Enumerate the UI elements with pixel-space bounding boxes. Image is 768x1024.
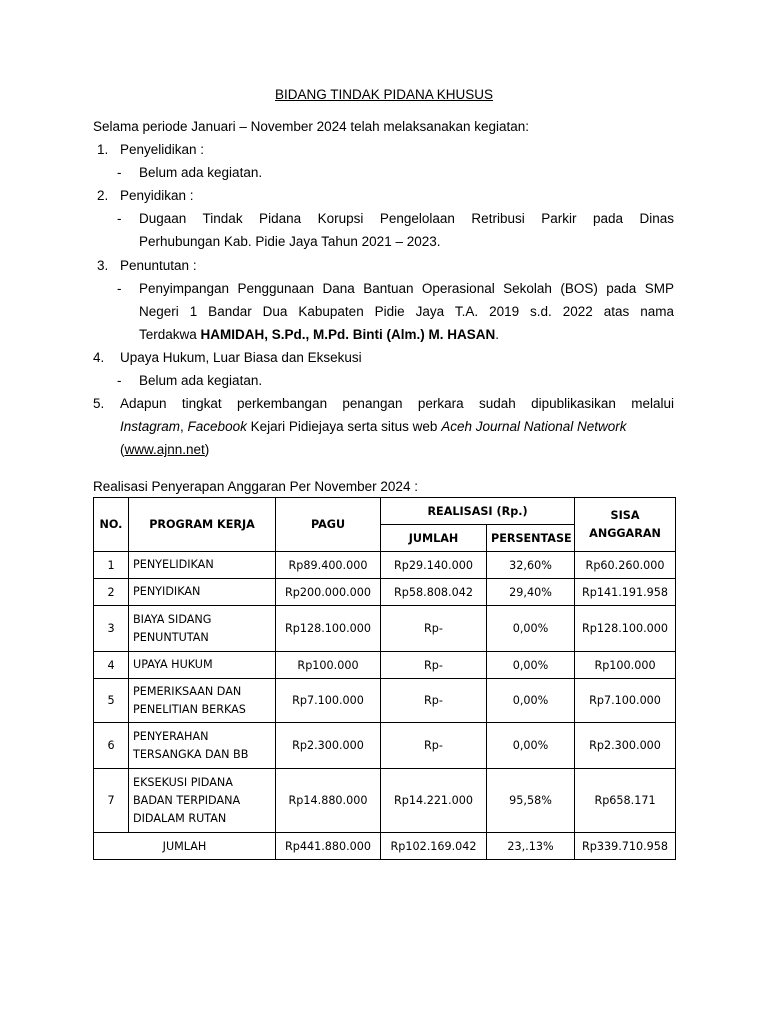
item-1-label: Penyelidikan : — [120, 142, 205, 157]
paren-close: ) — [204, 442, 210, 457]
header-persentase: PERSENTASE — [487, 525, 575, 552]
row-persentase: 29,40% — [487, 579, 575, 606]
row-sisa: Rp60.260.000 — [575, 552, 676, 579]
table-caption: Realisasi Penyerapan Anggaran Per November 2024 : — [93, 479, 418, 494]
item-2-label: Penyidikan : — [120, 188, 194, 203]
total-sisa: Rp339.710.958 — [575, 833, 676, 860]
table-row — [94, 579, 676, 606]
item-4-label: Upaya Hukum, Luar Biasa dan Eksekusi — [120, 350, 362, 365]
row-persentase: 32,60% — [487, 552, 575, 579]
item-3-sub-line-2: Negeri 1 Bandar Dua Kabupaten Pidie Jaya T.A. 2019 s.d. 2022 atas nama — [139, 304, 674, 319]
row-persentase: 0,00% — [487, 679, 575, 723]
document-title: BIDANG TINDAK PIDANA KHUSUS — [274, 87, 494, 102]
table-row — [94, 723, 676, 769]
row-program: BIAYA SIDANG PENUNTUTAN — [129, 606, 276, 652]
row-persentase: 0,00% — [487, 652, 575, 679]
row-sisa: Rp141.191.958 — [575, 579, 676, 606]
row-number: 7 — [94, 769, 129, 833]
item-3-number: 3. — [97, 258, 109, 273]
total-row — [94, 833, 676, 860]
row-jumlah: Rp14.221.000 — [381, 769, 487, 833]
row-number: 2 — [94, 579, 129, 606]
item-4-dash: - — [117, 373, 122, 388]
header-sisa: SISA ANGGARAN — [575, 498, 676, 552]
row-pagu: Rp200.000.000 — [276, 579, 381, 606]
item-1-number: 1. — [97, 142, 109, 157]
row-number: 1 — [94, 552, 129, 579]
row-number: 3 — [94, 606, 129, 652]
defendant-name: HAMIDAH, S.Pd., M.Pd. Binti (Alm.) M. HASAN — [200, 327, 496, 342]
row-pagu: Rp7.100.000 — [276, 679, 381, 723]
item-2-number: 2. — [97, 188, 109, 203]
row-jumlah: Rp- — [381, 652, 487, 679]
row-sisa: Rp7.100.000 — [575, 679, 676, 723]
defendant-prefix: Terdakwa — [139, 327, 201, 342]
defendant-suffix: . — [495, 327, 500, 342]
item-4-number: 4. — [93, 350, 105, 365]
row-pagu: Rp89.400.000 — [276, 552, 381, 579]
row-number: 6 — [94, 723, 129, 769]
item-3-dash: - — [117, 281, 122, 296]
table-row — [94, 552, 676, 579]
row-persentase: 0,00% — [487, 606, 575, 652]
ajnn-link[interactable]: www.ajnn.net — [124, 442, 205, 457]
item-4-sub: Belum ada kegiatan. — [139, 373, 263, 388]
total-label: JUMLAH — [94, 833, 276, 860]
item-5-line-2 — [120, 418, 627, 436]
header-no: NO. — [94, 498, 129, 552]
row-pagu: Rp2.300.000 — [276, 723, 381, 769]
row-jumlah: Rp- — [381, 606, 487, 652]
row-persentase: 0,00% — [487, 723, 575, 769]
item-1-dash: - — [117, 165, 122, 180]
total-jumlah: Rp102.169.042 — [381, 833, 487, 860]
item-3-sub-line-1: Penyimpangan Penggunaan Dana Bantuan Operasional Sekolah (BOS) pada SMP — [139, 281, 674, 296]
header-jumlah: JUMLAH — [381, 525, 487, 552]
facebook-text: Facebook — [187, 419, 247, 434]
row-jumlah: Rp58.808.042 — [381, 579, 487, 606]
row-program: PENYELIDIKAN — [129, 552, 276, 579]
row-number: 4 — [94, 652, 129, 679]
row-program: EKSEKUSI PIDANA BADAN TERPIDANA DIDALAM RUTAN — [129, 769, 276, 833]
table-body — [94, 552, 676, 833]
row-pagu: Rp128.100.000 — [276, 606, 381, 652]
row-program: UPAYA HUKUM — [129, 652, 276, 679]
mid-text: Kejari Pidiejaya serta situs web — [246, 419, 442, 434]
row-pagu: Rp14.880.000 — [276, 769, 381, 833]
header-realisasi: REALISASI (Rp.) — [381, 498, 575, 525]
row-sisa: Rp2.300.000 — [575, 723, 676, 769]
item-2-sub-line-1: Dugaan Tindak Pidana Korupsi Pengelolaan Retribusi Parkir pada Dinas — [139, 211, 674, 226]
ajnn-name: Aceh Journal National Network — [441, 419, 627, 434]
item-2-dash: - — [117, 211, 122, 226]
row-jumlah: Rp- — [381, 723, 487, 769]
table-row — [94, 652, 676, 679]
row-sisa: Rp100.000 — [575, 652, 676, 679]
item-5-line-3 — [120, 441, 209, 459]
header-pagu: PAGU — [276, 498, 381, 552]
budget-table — [93, 497, 676, 860]
item-5-number: 5. — [93, 396, 105, 411]
row-sisa: Rp658.171 — [575, 769, 676, 833]
row-number: 5 — [94, 679, 129, 723]
row-sisa: Rp128.100.000 — [575, 606, 676, 652]
row-jumlah: Rp29.140.000 — [381, 552, 487, 579]
table-row — [94, 606, 676, 652]
row-program: PEMERIKSAAN DAN PENELITIAN BERKAS — [129, 679, 276, 723]
item-3-label: Penuntutan : — [120, 258, 197, 273]
total-persentase: 23,.13% — [487, 833, 575, 860]
row-persentase: 95,58% — [487, 769, 575, 833]
row-jumlah: Rp- — [381, 679, 487, 723]
total-pagu: Rp441.880.000 — [276, 833, 381, 860]
table-row — [94, 769, 676, 833]
row-program: PENYIDIKAN — [129, 579, 276, 606]
table-row — [94, 679, 676, 723]
header-program: PROGRAM KERJA — [129, 498, 276, 552]
intro-text: Selama periode Januari – November 2024 telah melaksanakan kegiatan: — [93, 119, 530, 134]
comma-text: , — [180, 419, 188, 434]
row-program: PENYERAHAN TERSANGKA DAN BB — [129, 723, 276, 769]
row-pagu: Rp100.000 — [276, 652, 381, 679]
item-2-sub-line-2: Perhubungan Kab. Pidie Jaya Tahun 2021 – 2023. — [139, 234, 441, 249]
instagram-text: Instagram — [120, 419, 181, 434]
item-1-sub: Belum ada kegiatan. — [139, 165, 263, 180]
paren-open: ( — [120, 442, 125, 457]
item-5-line-1: Adapun tingkat perkembangan penangan perkara sudah dipublikasikan melalui — [120, 396, 674, 411]
item-3-sub-line-3 — [139, 326, 499, 344]
